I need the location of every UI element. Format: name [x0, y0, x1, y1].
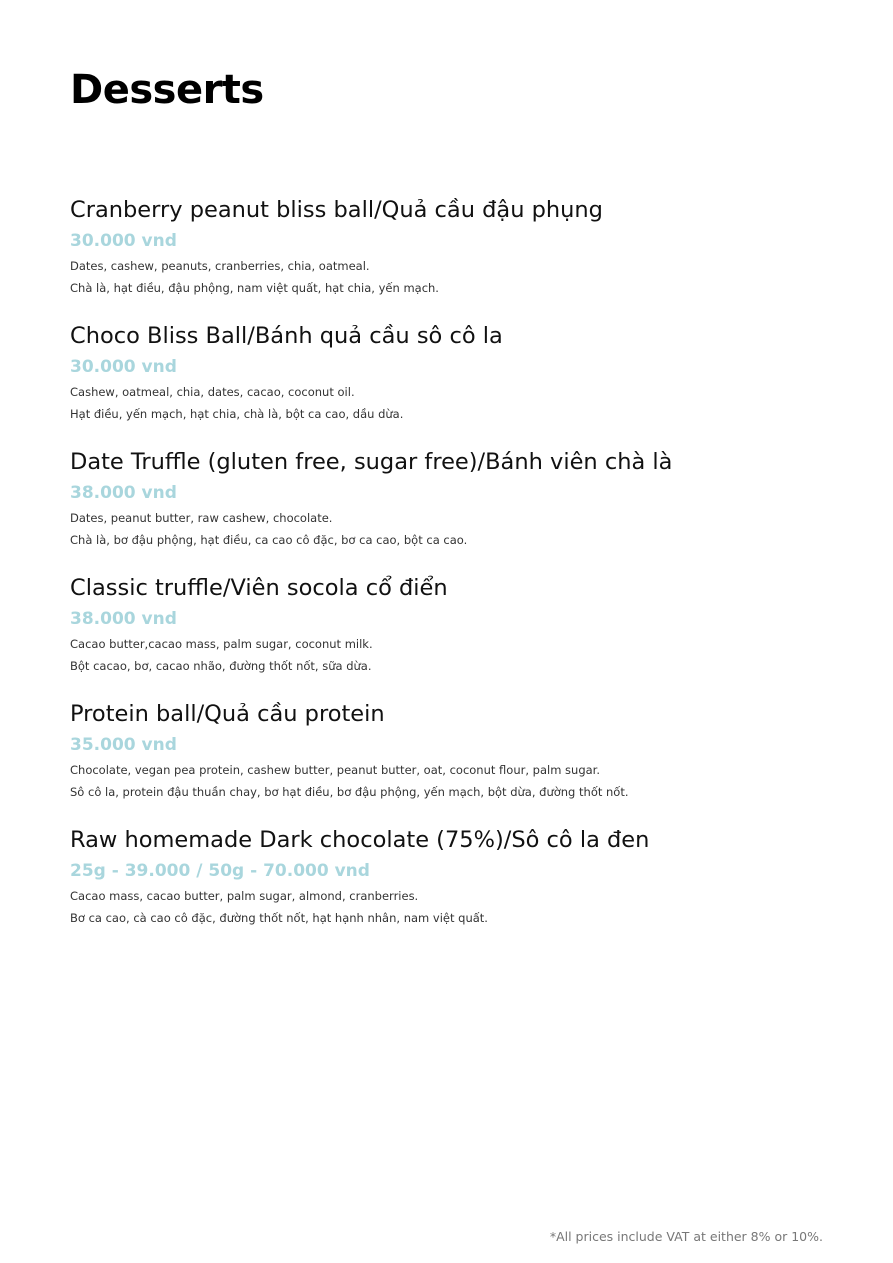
item-name: Cranberry peanut bliss ball/Quả cầu đậu phụng — [70, 197, 603, 223]
item-name: Date Truffle (gluten free, sugar free)/Bánh viên chà là — [70, 449, 673, 475]
menu-item-protein-ball — [70, 697, 850, 823]
item-price: 38.000 vnd — [70, 483, 177, 503]
item-description-vi: Bơ ca cao, cà cao cô đặc, đường thốt nốt, hạt hạnh nhân, nam việt quất. — [70, 911, 488, 925]
menu-item-date-truffle — [70, 445, 850, 571]
item-price: 25g - 39.000 / 50g - 70.000 vnd — [70, 861, 370, 881]
item-description-vi: Sô cô la, protein đậu thuần chay, bơ hạt điều, bơ đậu phộng, yến mạch, bột dừa, đường thốt nốt. — [70, 785, 629, 799]
item-description-en: Dates, cashew, peanuts, cranberries, chia, oatmeal. — [70, 259, 370, 273]
item-price: 30.000 vnd — [70, 231, 177, 251]
page-title: Desserts — [70, 67, 264, 113]
item-description-vi: Bột cacao, bơ, cacao nhão, đường thốt nốt, sữa dừa. — [70, 659, 372, 673]
item-price: 30.000 vnd — [70, 357, 177, 377]
item-description-vi: Chà là, hạt điều, đậu phộng, nam việt quất, hạt chia, yến mạch. — [70, 281, 439, 295]
item-name: Raw homemade Dark chocolate (75%)/Sô cô la đen — [70, 827, 650, 853]
item-price: 35.000 vnd — [70, 735, 177, 755]
item-description-en: Cacao mass, cacao butter, palm sugar, almond, cranberries. — [70, 889, 419, 903]
item-price: 38.000 vnd — [70, 609, 177, 629]
menu-item-cranberry-peanut-bliss-ball — [70, 193, 850, 319]
vat-footnote: *All prices include VAT at either 8% or 10%. — [549, 1229, 823, 1244]
item-description-en: Cacao butter,cacao mass, palm sugar, coconut milk. — [70, 637, 373, 651]
item-name: Classic truffle/Viên socola cổ điển — [70, 575, 448, 601]
menu-item-choco-bliss-ball — [70, 319, 850, 445]
item-description-vi: Hạt điều, yến mạch, hạt chia, chà là, bột ca cao, dầu dừa. — [70, 407, 404, 421]
item-name: Protein ball/Quả cầu protein — [70, 701, 385, 727]
item-name: Choco Bliss Ball/Bánh quả cầu sô cô la — [70, 323, 503, 349]
item-description-en: Cashew, oatmeal, chia, dates, cacao, coconut oil. — [70, 385, 355, 399]
menu-item-classic-truffle — [70, 571, 850, 697]
item-description-vi: Chà là, bơ đậu phộng, hạt điều, ca cao cô đặc, bơ ca cao, bột ca cao. — [70, 533, 468, 547]
item-description-en: Chocolate, vegan pea protein, cashew butter, peanut butter, oat, coconut flour, palm sugar. — [70, 763, 601, 777]
menu-item-raw-dark-chocolate — [70, 823, 850, 949]
item-description-en: Dates, peanut butter, raw cashew, chocolate. — [70, 511, 333, 525]
menu-list — [70, 193, 850, 949]
